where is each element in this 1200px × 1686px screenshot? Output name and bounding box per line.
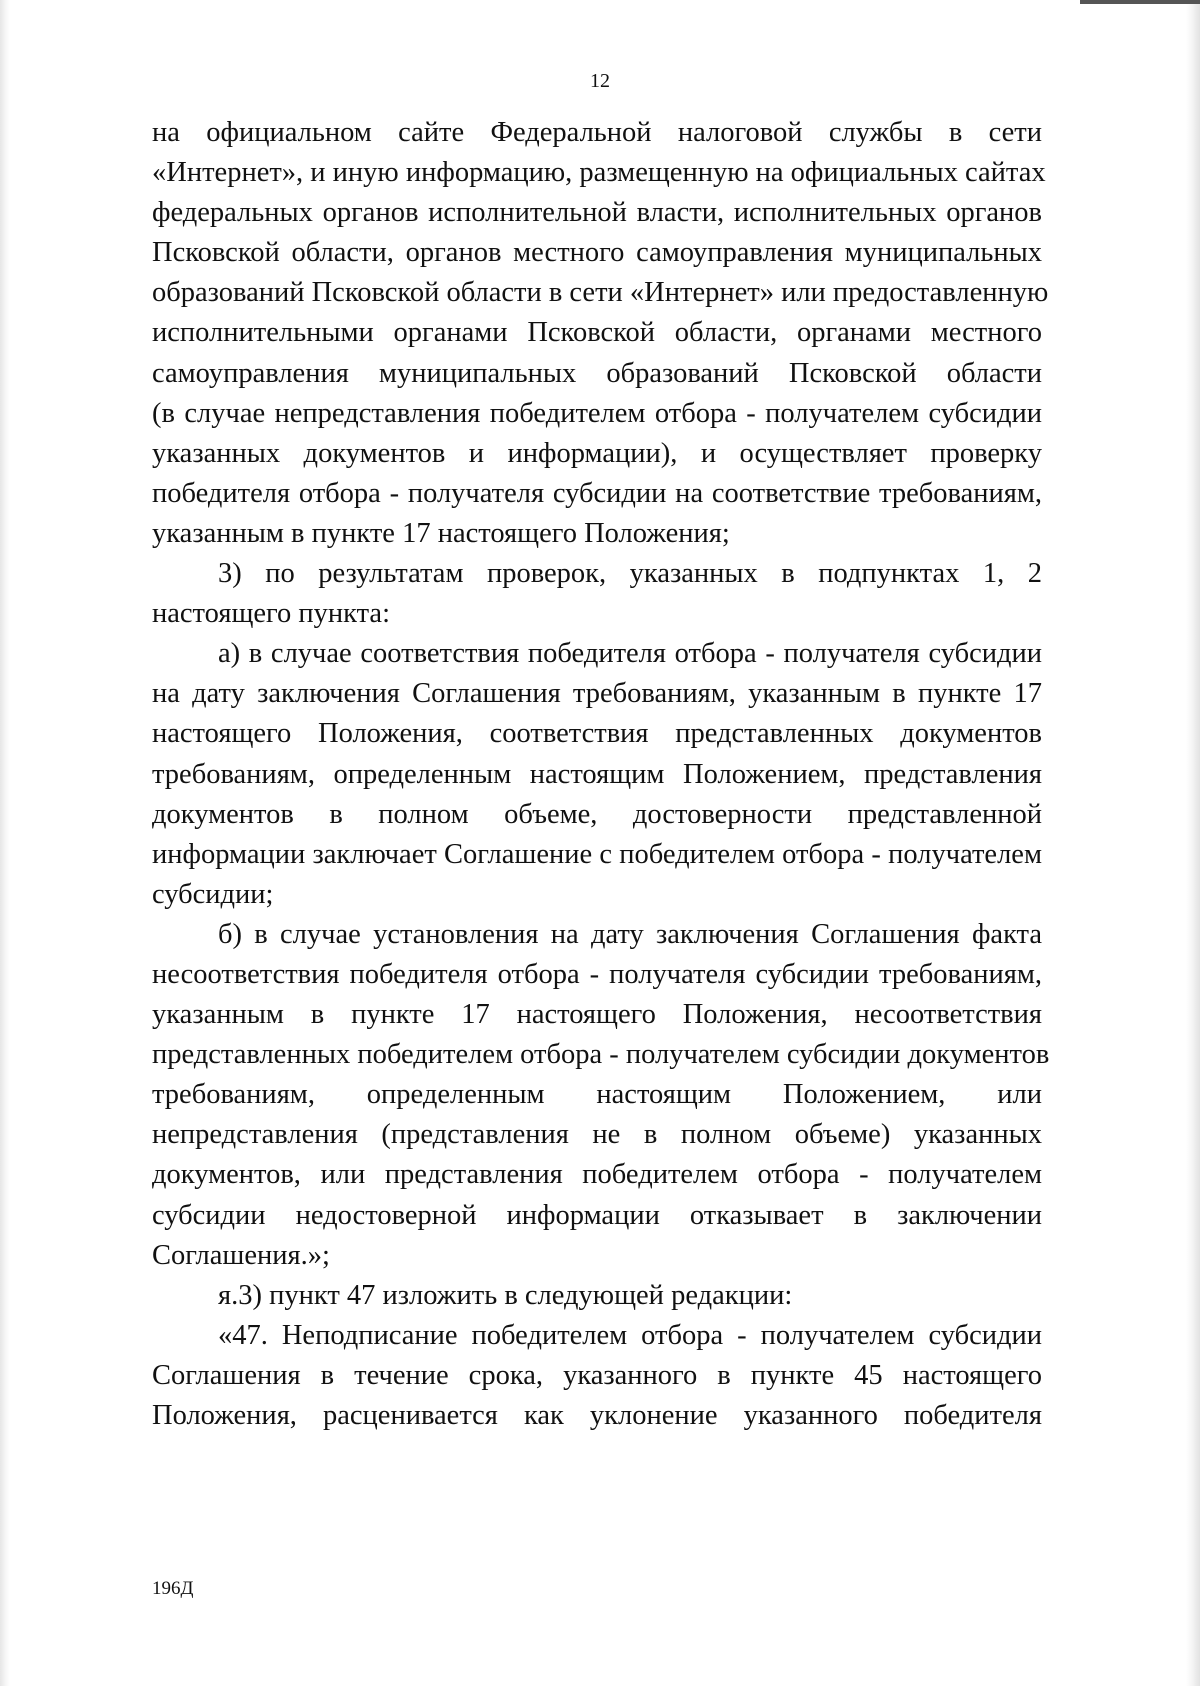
scan-edge-left	[0, 0, 10, 1686]
document-body	[152, 113, 1050, 1436]
text-line: информации заключает Соглашение с победителем отбора - получателем	[152, 838, 1042, 870]
text-line: на официальном сайте Федеральной налоговой службы в сети	[152, 117, 1042, 148]
text-line: настоящего Положения, соответствия представленных документов	[152, 718, 1042, 750]
text-line: несоответствия победителя отбора - получателя субсидии требованиям,	[152, 958, 1042, 990]
text-line: исполнительными органами Псковской области, органами местного	[152, 317, 1042, 349]
text-line: субсидии;	[152, 878, 274, 910]
text-line: указанным в пункте 17 настоящего Положения, несоответствия	[152, 999, 1042, 1031]
text-line: Положения, расценивается как уклонение указанного победителя	[152, 1400, 1042, 1431]
footer-document-code: 196Д	[152, 1578, 194, 1599]
text-line: образований Псковской области в сети «Интернет» или предоставленную	[152, 277, 1049, 309]
text-line: «47. Неподписание победителем отбора - получателем субсидии	[218, 1319, 1042, 1351]
text-line: федеральных органов исполнительной власти, исполнительных органов	[152, 197, 1042, 229]
text-line: самоуправления муниципальных образований Псковской области	[152, 357, 1042, 389]
text-line: настоящего пункта:	[152, 598, 390, 630]
text-line: требованиям, определенным настоящим Положением, или	[152, 1079, 1042, 1111]
text-line: (в случае непредставления победителем отбора - получателем субсидии	[152, 397, 1042, 429]
text-line: документов, или представления победителем отбора - получателем	[152, 1159, 1042, 1191]
text-line: победителя отбора - получателя субсидии на соответствие требованиям,	[152, 477, 1042, 509]
scan-edge-top	[1080, 0, 1200, 4]
text-line: Псковской области, органов местного самоуправления муниципальных	[152, 237, 1042, 269]
text-line: а) в случае соответствия победителя отбора - получателя субсидии	[218, 638, 1042, 670]
text-line: указанных документов и информации), и осуществляет проверку	[152, 437, 1042, 469]
text-line: требованиям, определенным настоящим Положением, представления	[152, 758, 1042, 790]
text-line: 3) по результатам проверок, указанных в подпунктах 1, 2	[218, 558, 1042, 590]
paragraph	[152, 113, 1049, 554]
paragraph	[152, 634, 1042, 915]
text-line: непредставления (представления не в полном объеме) указанных	[152, 1119, 1042, 1151]
paragraph	[152, 554, 1042, 634]
paragraph	[152, 915, 1050, 1276]
text-line: на дату заключения Соглашения требованиям, указанным в пункте 17	[152, 678, 1042, 710]
scan-edge-right	[1186, 0, 1200, 1686]
text-line: «Интернет», и иную информацию, размещенную на официальных сайтах	[152, 157, 1046, 189]
paragraph	[152, 1276, 1042, 1316]
text-line: Соглашения в течение срока, указанного в пункте 45 настоящего	[152, 1359, 1042, 1391]
page-number: 12	[590, 70, 610, 92]
text-line: указанным в пункте 17 настоящего Положения;	[152, 517, 730, 549]
text-line: документов в полном объеме, достоверности представленной	[152, 798, 1042, 830]
paragraph	[152, 1316, 1042, 1436]
text-line: субсидии недостоверной информации отказывает в заключении	[152, 1199, 1042, 1231]
text-line: б) в случае установления на дату заключения Соглашения факта	[218, 918, 1042, 950]
text-line: я.3) пункт 47 изложить в следующей редакции:	[218, 1279, 793, 1311]
text-line: представленных победителем отбора - получателем субсидии документов	[152, 1039, 1050, 1071]
text-line: Соглашения.»;	[152, 1239, 330, 1271]
